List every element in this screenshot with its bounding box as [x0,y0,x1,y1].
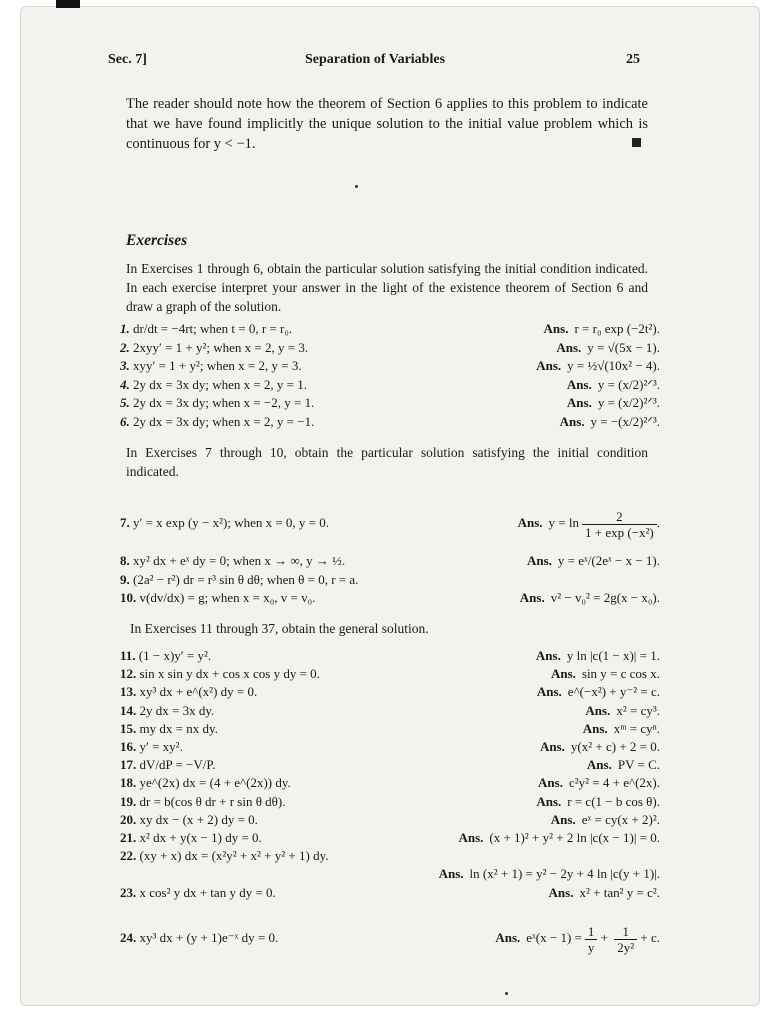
exercise-answer [536,792,660,812]
exercise-number: 1. [120,321,130,336]
exercise-statement: xy dx − (x + 2) dy = 0. [139,811,258,827]
exercise-problem [120,570,358,590]
answer-text: y = eˣ/(2eˣ − x − 1). [557,553,660,568]
exercise-row [120,755,660,775]
exercise-statement: ye^(2x) dx = (4 + e^(2x)) dy. [139,775,291,791]
answer-text: eˣ = cy(x + 2)². [581,811,660,827]
exercise-number: 13. [120,684,137,700]
exercise-answer [567,375,660,395]
answer-label: Ans. [458,830,484,845]
exercise-answer [536,646,660,666]
exercise-problem [120,737,183,757]
exercise-number: 8. [120,553,130,568]
exercise-number: 14. [120,702,137,718]
answer-text: y = √(5x − 1). [587,339,660,355]
exercise-row [120,792,660,812]
answer-label: Ans. [550,666,576,682]
exercise-row [120,646,660,666]
answer-text: y ln |c(1 − x)| = 1. [566,648,660,663]
exercise-row [120,375,660,395]
answer-label: Ans. [526,553,552,568]
exercise-answer [567,393,660,413]
answer-label: Ans. [585,702,611,718]
exercise-number: 3. [120,358,130,373]
exercise-statement: (1 − x)y′ = y². [138,648,212,663]
exercise-answer [549,883,660,903]
exercise-problem [120,412,314,432]
exercise-row [120,773,660,793]
exercise-statement: v(dv/dx) = g; when x = x₀, v = v₀. [139,590,316,605]
intro-paragraph: The reader should note how the theorem of Section 6 applies to this problem to indicate that we have found implicitly the unique solution to the initial value problem which is continuous for y < −1. [126,96,648,152]
exercise-problem [120,356,302,376]
exercise-statement: xy² dx + eˣ dy = 0; when x → ∞, y → ½. [133,553,346,568]
exercises-heading: Exercises [126,232,188,249]
answer-text: x² + tan² y = c². [579,884,660,900]
page-title: Separation of Variables [305,52,446,67]
answer-label: Ans. [586,757,612,773]
exercise-statement: sin x sin y dx + cos x cos y dy = 0. [139,666,320,682]
exercise-answer [560,412,660,432]
answer-label: Ans. [566,376,592,392]
exercise-row [120,588,660,608]
exercise-statement: xy³ dx + e^(x²) dy = 0. [139,684,258,700]
answer-label: Ans. [543,321,569,336]
exercise-row-24 [120,920,660,956]
exercise-problem [120,883,276,903]
exercise-statement: xyy′ = 1 + y²; when x = 2, y = 3. [133,358,302,373]
exercise-answer [520,588,660,608]
exercise-problem [120,701,214,721]
exercises-11-37-instructions: In Exercises 11 through 37, obtain the general solution. [130,621,429,636]
exercise-number: 6. [120,413,130,429]
exercise-statement: x cos² y dx + tan y dy = 0. [139,884,276,900]
exercise-row-7 [120,505,660,541]
exercise-answer [551,664,660,684]
speck-mark [355,185,358,188]
answer-label: Ans. [582,720,608,736]
answer-label: Ans. [438,866,464,882]
exercise-number: 22. [120,848,137,864]
answer-text: sin y = c cos x. [581,666,660,682]
answer-text: y = ½√(10x² − 4). [567,358,660,373]
exercise-row [120,846,660,866]
answer-label: Ans. [566,395,592,410]
exercise-problem: 7. y′ = x exp (y − x²); when x = 0, y = 0. [120,515,330,530]
exercise-problem [120,375,307,395]
exercise-answer [544,319,660,339]
answer-label: Ans. [536,684,562,700]
exercise-problem [120,319,292,339]
exercise-row [120,551,660,571]
exercise-answer [537,682,660,702]
answer-fraction-1: $\frac{1}{y}$ [585,924,598,955]
exercise-problem [120,338,308,358]
exercise-answer [536,356,660,376]
exercise-problem [120,792,286,812]
exercises-7-10-instructions: In Exercises 7 through 10, obtain the particular solution satisfying the initial condition indicated. [126,445,648,479]
exercise-number: 5. [120,395,130,410]
answer-text: r = c(1 − b cos θ). [567,793,660,809]
exercise-statement: dV/dP = −V/P. [139,757,216,773]
exercise-row [120,828,660,848]
answer-label: Ans. [539,739,565,754]
exercise-problem [120,393,314,413]
exercise-statement: 2y dx = 3x dy. [139,702,215,718]
exercise-statement: 2y dx = 3x dy; when x = 2, y = −1. [133,413,315,429]
exercise-problem [120,588,315,608]
exercise-number: 4. [120,376,130,392]
exercise-row [120,737,660,757]
exercise-row [120,393,660,413]
answer-label: Ans. [559,413,585,429]
exercise-row [120,719,660,739]
exercise-answer [540,737,660,757]
exercise-statement: dr/dt = −4rt; when t = 0, r = r₀. [133,321,293,336]
scan-edge-shadow [56,0,80,8]
exercise-number: 9. [120,571,130,587]
answer-text: v² − v₀² = 2g(x − x₀). [550,590,660,605]
answer-text: y = (x/2)²ᐟ³. [597,376,660,392]
exercise-answer [583,719,660,739]
exercise-statement: x² dx + y(x − 1) dy = 0. [139,830,262,845]
exercise-problem [120,846,328,866]
answer-text: x² = cy³. [616,702,660,718]
exercise-number: 16. [120,739,137,754]
exercise-row [120,810,660,830]
answer-label: Ans. [519,590,545,605]
exercise-row [120,864,660,884]
answer-text: y = (x/2)²ᐟ³. [597,395,660,410]
exercise-number: 15. [120,720,137,736]
exercise-number: 11. [120,648,136,663]
exercise-answer [556,338,660,358]
exercise-problem [120,719,218,739]
exercise-problem [120,551,345,571]
exercise-statement: my dx = nx dy. [139,720,218,736]
exercise-row [120,701,660,721]
exercise-number: 18. [120,775,137,791]
exercise-answer [551,810,660,830]
exercise-problem [120,810,258,830]
exercise-answer [439,864,660,884]
exercise-statement: 2xyy′ = 1 + y²; when x = 2, y = 3. [133,339,309,355]
answer-text: xᵐ = cyⁿ. [613,720,660,736]
answer-text: y = −(x/2)²ᐟ³. [590,413,660,429]
exercise-row [120,412,660,432]
answer-text: r = r₀ exp (−2t²). [574,321,660,336]
exercise-row [120,356,660,376]
answer-label: Ans. [536,793,562,809]
qed-square-icon [632,138,641,147]
exercise-number: 19. [120,793,137,809]
exercise-statement: 2y dx = 3x dy; when x = −2, y = 1. [133,395,315,410]
exercise-answer [527,551,660,571]
section-label: Sec. 7] [108,52,147,67]
answer-text: ln (x² + 1) = y² − 2y + 4 ln |c(y + 1)|. [469,866,660,882]
exercise-row [120,664,660,684]
exercise-answer [458,828,660,848]
answer-label: Ans. [550,811,576,827]
exercise-problem [120,773,291,793]
exercise-problem [120,755,215,775]
exercise-number: 17. [120,757,137,773]
exercise-number: 21. [120,830,137,845]
answer-label: Ans. [538,775,563,791]
answer-text: PV = C. [617,757,660,773]
exercise-statement: (2a² − r²) dr = r³ sin θ dθ; when θ = 0, r = a. [133,571,359,587]
exercise-answer: Ans. y = ln $\frac{2}{\text{1 + exp (−x²)}}$ . [517,508,660,540]
exercise-answer [538,773,660,793]
exercise-statement: (xy + x) dx = (x²y² + x² + y² + 1) dy. [139,848,329,864]
answer-label: Ans. [536,358,562,373]
answer-text: (x + 1)² + y² + 2 ln |c(x − 1)| = 0. [489,830,660,845]
exercise-statement: y′ = xy². [139,739,183,754]
exercise-row [120,682,660,702]
answer-fraction: $\frac{2}{\text{1 + exp (−x²)}}$ [582,509,657,540]
exercise-problem: 24. xy³ dx + (y + 1)e⁻ˣ dy = 0. [120,930,279,945]
answer-text: c²y² = 4 + e^(2x). [568,775,660,791]
exercise-row [120,338,660,358]
answer-fraction-2: $\frac{1}{\text{2y²}}$ [614,924,637,955]
exercise-number: 2. [120,339,130,355]
exercise-answer: Ans. eˣ(x − 1) = $\frac{1}{y}$ + $\frac{1}{\text{2y²}}$ + c. [495,923,660,955]
exercise-statement: 2y dx = 3x dy; when x = 2, y = 1. [133,376,308,392]
answer-label: Ans. [548,884,574,900]
exercise-number: 20. [120,811,137,827]
exercise-problem [120,664,320,684]
exercise-number: 23. [120,884,137,900]
page-number: 25 [626,52,640,67]
exercise-problem [120,828,262,848]
answer-text: e^(−x²) + y⁻² = c. [567,684,660,700]
exercise-row [120,883,660,903]
answer-text: y(x² + c) + 2 = 0. [570,739,660,754]
exercise-number: 12. [120,666,137,682]
exercise-problem [120,646,211,666]
exercises-1-6-instructions: In Exercises 1 through 6, obtain the particular solution satisfying the initial condition indicated. In each exercise interpret your answer in the light of the existence theorem of Section 6 and draw a graph of the solution. [126,261,648,314]
exercise-answer [585,701,660,721]
exercise-problem [120,682,257,702]
exercise-answer [587,755,660,775]
answer-label: Ans. [556,339,582,355]
exercise-row [120,319,660,339]
answer-label: Ans. [535,648,561,663]
exercise-number: 10. [120,590,137,605]
speck-mark [505,992,508,995]
exercise-statement: dr = b(cos θ dr + r sin θ dθ). [139,793,286,809]
exercise-row [120,570,660,590]
